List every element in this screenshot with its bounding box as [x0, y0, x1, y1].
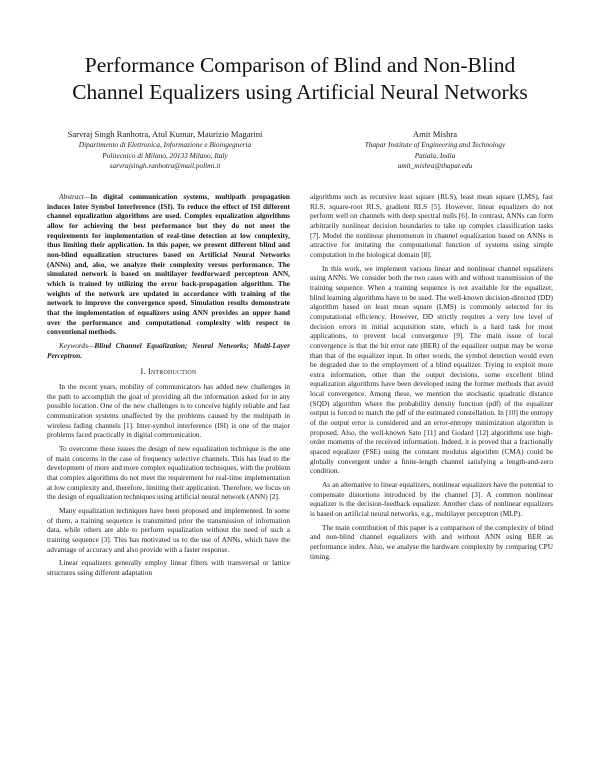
body-paragraph: As an alternative to linear equalizers, nonlinear equalizers have the potential to compensate distortions introduced by the channel [3]. A common nonlinear equalizer is the decision-feedback equalizer. Another class of nonlinear equalizers is based on artificial neural networks, e.g., multilayer perceptron (MLP).	[310, 480, 553, 518]
abstract-lead: Abstract—	[59, 192, 91, 201]
body-paragraph: In this work, we implement various linear and nonlinear channel equalizers using ANNs. We consider both the two cases with and without transmission of the training sequence. When a training sequence is not available for the equalizer, blind learning algorithms have to be used. The well-known decision-directed (DD) algorithm based on least mean square (LMS) is commonly selected for its computational efficiency. However, DD strictly requires a very low level of decision errors in initial acquisition state, which is a hard task for most applications, to prevent local convergence [9]. The main issue of local convergence is that the bit error rate (BER) of the equalizer output may be worse than that of the equalizer input. In other words, the symbol detection would even be degraded due to the employment of a blind equalizer. Trying to exploit more extra information, other than the output decisions, some excellent blind equalization algorithms have been developed using the former methods that avoid local convergence. Among these, we mention the stochastic quadratic distance (SQD) algorithm where the probability density function (pdf) of the equalizer output is forced to match the pdf of the estimated constellation. In [10] the entropy of the output error is considered and an error-entropy minimization algorithm is proposed. Also, the well-known Sato [11] and Godard [12] algorithms use high-order moments of the received information. Indeed, it is proved that a fractionally spaced equalizer (FSE) using the constant modulus algorithm (CMA) could be globally convergent under a finite-length channel satisfying a length-and-zero condition.	[310, 263, 553, 476]
author-inst-right: Thapar Institute of Engineering and Technology	[364, 140, 506, 149]
body-paragraph: algorithms such as recursive least square (RLS), least mean square (LMS), fast RLS, square-root RLS, gradient RLS [5]. However, linear equalizers do not perform well on channels with deep spectral nulls [6]. In contrast, ANNs can form arbitrarily nonlinear decision boundaries to take up complex classification tasks [7]. Model the nonlinear phenomenon in channel equalization based on ANNs is attractive for imitating the computational function of systems using simple computation in the biological domain [8].	[310, 192, 553, 259]
keywords-text: Blind Channel Equalization; Neural Networks; Multi-Layer Perceptron.	[47, 340, 290, 360]
author-names-left: Sarvraj Singh Ranhotra, Atul Kumar, Maurizio Magarini	[67, 129, 263, 139]
author-affiliation-left	[40, 128, 290, 172]
author-affiliation-right	[330, 128, 540, 172]
author-email-left: sarvrajsingh.ranhotra@mail.polimi.it	[109, 161, 221, 171]
author-city-right: Patiala, India	[414, 150, 456, 160]
right-column	[310, 192, 553, 565]
author-dept-left: Dipartimento di Elettronica, Informazione e Bioingegneria	[78, 140, 252, 149]
author-names-right: Amit Mishra	[412, 129, 458, 139]
title-line-1: Performance Comparison of Blind and Non-Blind	[84, 53, 516, 77]
body-paragraph: In the recent years, mobility of communicators has added new challenges in the path to accomplish the goal of providing all the information asked for in any possible location. One of the new challenges is to conceive highly reliable and fast communication systems unaffected by the problems caused by the multipath in wireless fading channels [1]. Inter-symbol interference (ISI) is one of the major problems faced practically in digital communication.	[47, 382, 290, 440]
body-paragraph: The main contribution of this paper is a comparison of the complexity of blind and non-blind channel equalizers with and without ANN using BER as performance index. Also, we analyse the hardware complexity by comparing CPU timing.	[310, 522, 553, 561]
left-column	[47, 192, 290, 582]
keywords-lead: Keywords—	[59, 340, 95, 350]
author-email-right: amit_mishra@thapar.edu	[397, 161, 473, 171]
paper-title	[30, 52, 570, 106]
body-paragraph: Many equalization techniques have been proposed and implemented. In some of them, a training sequence is transmitted prior the transmission of information data, while others are able to perform equalization without the need of such a training sequence [3]. This has motivated us to the use of ANNs, which have the advantage of accuracy and also provide with a faster response.	[47, 506, 290, 554]
abstract-text: In digital communication systems, multipath propagation induces Inter Symbol Interference (ISI). To reduce the effect of ISI different channel equalization algorithms are used. Complex equalization algorithms allow for achieving the best performance but they do not meet the requirements for implementation of real-time detection at low complexity, thus limiting their application. In this paper, we present different blind and non-blind equalization structures based on Artificial Neural Networks (ANNs) and, also, we analyze their complexity versus performance. The simulated network is based on multilayer feedforward perceptron ANN, which is trained by utilizing the error back-propagation algorithm. The weights of the network are updated in accordance with training of the network to improve the convergence speed. Simulation results demonstrate that the implementation of equalizers using ANN provides an upper hand over the performance and computational complexity with respect to conventional methods.	[47, 192, 290, 337]
title-line-2: Channel Equalizers using Artificial Neural Networks	[72, 80, 528, 104]
abstract	[47, 192, 290, 337]
body-paragraph: Linear equalizers generally employ linear filters with transversal or lattice structures using different adaptation	[47, 558, 290, 577]
author-inst-left: Politecnico di Milano, 20133 Milano, Italy	[102, 150, 228, 160]
section-heading-introduction: I. Introduction	[140, 367, 197, 377]
keywords	[47, 341, 290, 360]
body-paragraph: To overcome these issues the design of new equalization technique is the one of main concerns in the case of frequency selective channels. This has lead to the development of more and more complex equalization techniques, with the problem that complex algorithms do not meet the requirement for real-time implementation at low complexity and, therefore, limiting their application. Therefore, we focus on the design of equalization techniques using artificial neural network (ANN) [2].	[47, 444, 290, 502]
